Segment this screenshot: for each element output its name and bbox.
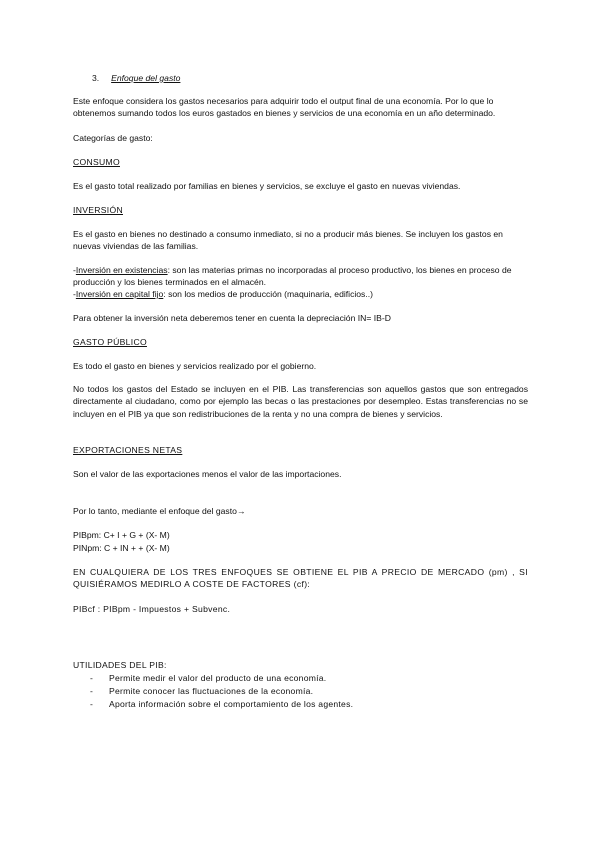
inversion-existencias [73, 264, 528, 289]
gasto-publico-heading: GASTO PÚBLICO [73, 337, 147, 347]
conclusion-line: Por lo tanto, mediante el enfoque del gasto→ [73, 506, 246, 516]
section-title: Enfoque del gasto [111, 73, 181, 83]
inversion-text: Es el gasto en bienes no destinado a consumo inmediato, si no a producir más bienes. Se incluyen los gastos en nuevas viviendas de las familias. [73, 229, 503, 252]
inversion-neta: Para obtener la inversión neta deberemos tener en cuenta la depreciación IN= IB-D [73, 313, 391, 323]
fijo-text: : son los medios de producción (maquinaria, edificios..) [163, 289, 373, 299]
formula-pibcf: PIBcf : PIBpm - Impuestos + Subvenc. [73, 604, 231, 614]
inversion-heading: INVERSIÓN [73, 205, 123, 215]
formula-pibpm: PIBpm: C+ I + G + (X- M) [73, 530, 170, 540]
existencias-term: Inversión en existencias [75, 265, 168, 275]
utilidades-item: Aporta información sobre el comportamiento de los agentes. [109, 699, 354, 709]
exportaciones-heading: EXPORTACIONES NETAS [73, 445, 183, 455]
utilidades-dash: - [90, 699, 93, 709]
utilidades-dash: - [90, 673, 93, 683]
utilidades-item: Permite conocer las fluctuaciones de la economía. [109, 686, 314, 696]
gasto-publico-text: Es todo el gasto en bienes y servicios realizado por el gobierno. [73, 361, 317, 371]
consumo-text: Es el gasto total realizado por familias en bienes y servicios, se excluye el gasto en nuevas viviendas. [73, 181, 461, 191]
fijo-term: Inversión en capital fijo [75, 289, 164, 299]
existencias-text: : son las materias primas no incorporadas al proceso productivo, los bienes en proceso de producción y los bienes terminados en el almacén. [73, 265, 512, 288]
exportaciones-text: Son el valor de las exportaciones menos el valor de las importaciones. [73, 469, 342, 479]
intro-paragraph: Este enfoque considera los gastos necesarios para adquirir todo el output final de una economía. Por lo que lo obtenemos sumando todos los euros gastados en bienes y servicios de una economía en un año determinado. [73, 96, 496, 119]
consumo-heading: CONSUMO [73, 157, 120, 167]
upper-note: EN CUALQUIERA DE LOS TRES ENFOQUES SE OBTIENE EL PIB A PRECIO DE MERCADO (pm) , SI QUISIÉRAMOS MEDIRLO A COSTE DE FACTORES (cf): [73, 567, 528, 590]
utilidades-dash: - [90, 686, 93, 696]
fijo-prefix: - [73, 289, 76, 299]
existencias-prefix: - [73, 265, 76, 275]
section-number: 3. [92, 73, 100, 83]
transferencias-paragraph: No todos los gastos del Estado se incluyen en el PIB. Las transferencias son aquellos gastos que son entregados directamente al ciudadano, como por ejemplo las becas o las prestaciones por desempleo. Estas transferencias no se incluyen en el PIB ya que son redistribuciones de la renta y no una compra de bienes y servicios. [73, 384, 528, 419]
formula-pinpm: PINpm: C + IN + + (X- M) [73, 543, 170, 553]
utilidades-heading: UTILIDADES DEL PIB: [73, 660, 167, 670]
utilidades-item: Permite medir el valor del producto de una economía. [109, 673, 327, 683]
inversion-fijo [73, 288, 528, 300]
section-heading [92, 72, 292, 84]
categories-label: Categorías de gasto: [73, 133, 153, 143]
